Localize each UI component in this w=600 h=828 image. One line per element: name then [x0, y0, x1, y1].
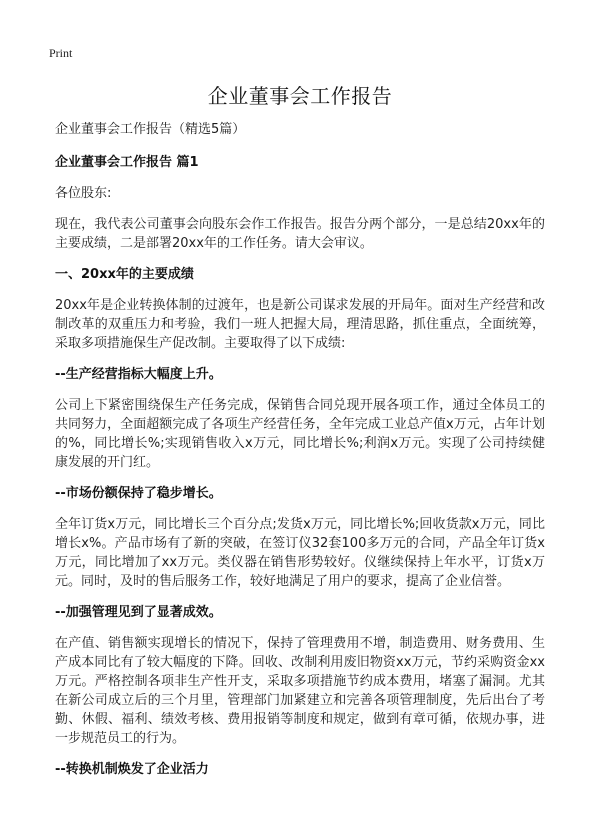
item-heading-mechanism: --转换机制焕发了企业活力: [55, 762, 209, 777]
section-intro-paragraph: 20xx年是企业转换体制的过渡年，也是新公司谋求发展的开局年。面对生产经营和改制改革的双重压力和考验，我们一班人把握大局，理清思路，抓住重点，全面统筹，采取多项措施保生产促改制。主要取得了以下成绩:: [55, 298, 545, 351]
document-body: [55, 120, 545, 791]
item-heading-management: --加强管理见到了显著成效。: [55, 605, 222, 620]
item-body-management: 在产值、销售额实现增长的情况下，保持了管理费用不增，制造费用、财务费用、生产成本同比有了较大幅度的下降。回收、改制利用废旧物资xx万元，节约采购资金xx万元。严格控制各项非生产性开支，采取多项措施节约成本费用，堵塞了漏洞。尤其在新公司成立后的三个月里，管理部门加紧建立和完善各项管理制度，先后出台了考勤、休假、福利、绩效考核、费用报销等制度和规定，做到有章可循，依规办事，进一步规范员工的行为。: [55, 636, 545, 746]
part-heading: 企业董事会工作报告 篇1: [55, 155, 199, 170]
section-heading: 一、20xx年的主要成绩: [55, 267, 194, 282]
document-subtitle: 企业董事会工作报告（精选5篇）: [55, 122, 246, 137]
document-title: 企业董事会工作报告: [207, 84, 393, 108]
greeting: 各位股东:: [55, 186, 112, 201]
item-heading-production: --生产经营指标大幅度上升。: [55, 367, 222, 382]
item-body-production: 公司上下紧密围绕保生产任务完成，保销售合同兑现开展各项工作，通过全体员工的共同努力，全面超额完成了各项生产经营任务，全年完成工业总产值x万元，占年计划的%，同比增长%;实现销售收入x万元，同比增长%;利润x万元。实现了公司持续健康发展的开门红。: [55, 398, 545, 470]
item-body-market: 全年订货x万元，同比增长三个百分点;发货x万元，同比增长%;回收货款x万元，同比增长x%。产品市场有了新的突破，在签订仪32套100多万元的合同，产品全年订货x万元，同比增加了xx万元。类仪器在销售形势较好。仪继续保持上年水平，订货x万元。同时，及时的售后服务工作，较好地满足了用户的要求，提高了企业信誉。: [55, 517, 545, 589]
item-heading-market: --市场份额保持了稳步增长。: [55, 486, 222, 501]
intro-paragraph: 现在，我代表公司董事会向股东会作工作报告。报告分两个部分，一是总结20xx年的主要成绩，二是部署20xx年的工作任务。请大会审议。: [55, 217, 545, 251]
print-label: Print: [49, 46, 73, 60]
